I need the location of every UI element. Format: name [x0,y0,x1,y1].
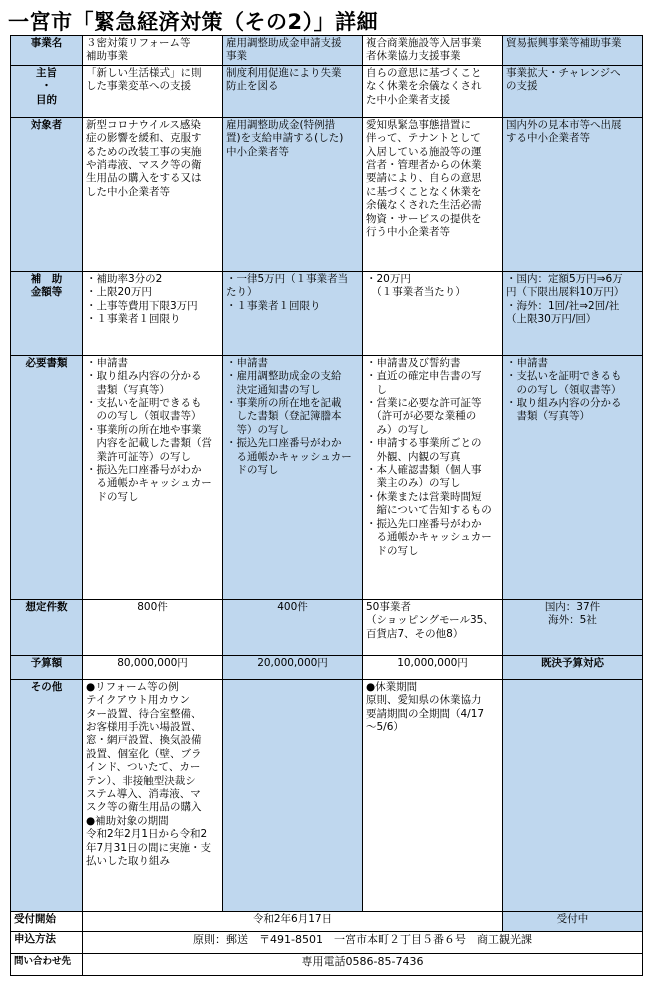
cell-name-3: 複合商業施設等入居事業 者休業協力支援事業 [363,36,503,66]
row-shorui [11,355,643,599]
cell-name-1: ３密対策リフォーム等 補助事業 [83,36,223,66]
header-shushi [11,65,83,117]
cell-uketsuke-4: 受付中 [503,911,643,931]
cell-budget-4: 既決予算対応 [503,655,643,679]
header-moushikomi: 申込方法 [11,931,83,953]
cell-purpose-4: 事業拡大・チャレンジへ の支援 [503,65,643,117]
row-kensu [11,599,643,655]
header-shorui: 必要書類 [11,355,83,599]
cell-other-1: ●リフォーム等の例 テイクアウト用カウン ター設置、待合室整備、 お客様用手洗い場設置、 窓・網戸設置、換気設備 設置、個室化（壁、ブラ インド、ついたて、カー テン）、非接触型決裁シ ステム導入、消毒液、マ スク等の衛生用品の購入 ●補助対象の期間 令和2年2月1日から令和2 年7月31日の間に実施・支 払いした取り組み [83,679,223,911]
cell-budget-2: 20,000,000円 [223,655,363,679]
row-uketsuke [11,911,643,931]
header-hojo-2: 金額等 [30,286,63,299]
header-uketsuke: 受付開始 [11,911,83,931]
cell-target-4: 国内外の見本市等へ出展 する中小企業者等 [503,117,643,271]
cell-other-2 [223,679,363,911]
cell-target-2: 雇用調整助成金(特例措 置)を支給申請する(した) 中小企業者等 [223,117,363,271]
row-hojo [11,271,643,355]
cell-amount-1: ・補助率3分の2 ・上限20万円 ・上事等費用下限3万円 ・１事業者１回限り [83,271,223,355]
cell-target-1: 新型コロナウイルス感染 症の影響を緩和、克服す るための改装工事の実施 や消毒液、マスク等の衛 生用品の購入をする又は した中小企業者等 [83,117,223,271]
header-shushi-2: ・ [41,80,52,93]
cell-name-2: 雇用調整助成金申請支援 事業 [223,36,363,66]
cell-target-3: 愛知県緊急事態措置に 伴って、テナントとして 入居している施設等の運 営者・管理者からの休業 要請により、自らの意思 に基づくことなく休業を 余儀なくされた生活必需 物資・サービスの提供を 行う中小企業者等 [363,117,503,271]
cell-purpose-2: 制度利用促進により失業 防止を図る [223,65,363,117]
cell-toiawase: 専用電話0586-85-7436 [83,953,643,975]
header-hojo-1: 補 助 [30,272,63,285]
cell-name-4: 貿易振興事業等補助事業 [503,36,643,66]
header-toiawase: 問い合わせ先 [11,953,83,975]
cell-budget-1: 80,000,000円 [83,655,223,679]
row-moushikomi [11,931,643,953]
cell-docs-1: ・申請書 ・取り組み内容の分かる 書類（写真等） ・支払いを証明できるも のの写し（領収書等） ・事業所の所在地や事業 内容を記載した書類（営 業許可証等）の写し ・振込先口座番号がわか る通帳かキャッシュカー ドの写し [83,355,223,599]
cell-count-3: 50事業者 （ショッピングモール35、 百貨店7、その他8） [363,599,503,655]
cell-docs-4: ・申請書 ・支払いを証明できるも のの写し（領収書等） ・取り組み内容の分かる 書類（写真等） [503,355,643,599]
cell-budget-3: 10,000,000円 [363,655,503,679]
cell-other-3: ●休業期間 原則、愛知県の休業協力 要請期間の全期間（4/17 ～5/6） [363,679,503,911]
header-taisho: 対象者 [11,117,83,271]
row-toiawase [11,953,643,975]
cell-other-4 [503,679,643,911]
cell-amount-4: ・国内：定額5万円⇒6万 円（下限出展料10万円） ・海外：1回/社⇒2回/社 （上限30万円/回） [503,271,643,355]
row-taisho [11,117,643,271]
header-hojo [11,271,83,355]
header-jigyo: 事業名 [11,36,83,66]
subsidy-detail-table [10,35,643,976]
cell-moushikomi: 原則：郵送 〒491-8501 一宮市本町２丁目５番６号 商工観光課 [83,931,643,953]
cell-count-4: 国内：37件 海外：5社 [503,599,643,655]
cell-purpose-1: 「新しい生活様式」に則 した事業変革への支援 [83,65,223,117]
header-sonota: その他 [11,679,83,911]
cell-purpose-3: 自らの意思に基づくこと なく休業を余儀なくされ た中小企業者支援 [363,65,503,117]
header-shushi-3: 目的 [36,93,57,106]
cell-docs-3: ・申請書及び誓約書 ・直近の確定申告書の写 し ・営業に必要な許可証等 （許可が必要な業種の み）の写し ・申請する事業所ごとの 外観、内観の写真 ・本人確認書類（個人事 業主のみ）の写し ・休業または営業時間短 縮について告知するもの ・振込先口座番号がわか る通帳かキャッシュカー ドの写し [363,355,503,599]
row-sonota [11,679,643,911]
row-yosan [11,655,643,679]
cell-amount-3: ・20万円 （１事業者当たり） [363,271,503,355]
page-title: 一宮市「緊急経済対策（その2）」詳細 [8,10,379,34]
row-shushi [11,65,643,117]
cell-uketsuke-common: 令和2年6月17日 [83,911,503,931]
cell-amount-2: ・一律5万円（１事業者当 たり） ・１事業者１回限り [223,271,363,355]
cell-count-2: 400件 [223,599,363,655]
cell-docs-2: ・申請書 ・雇用調整助成金の支給 決定通知書の写し ・事業所の所在地を記載 した書類（登記簿謄本 等）の写し ・振込先口座番号がわか る通帳かキャッシュカー ドの写し [223,355,363,599]
header-shushi-1: 主旨 [36,66,57,79]
header-yosan: 予算額 [11,655,83,679]
cell-count-1: 800件 [83,599,223,655]
row-jigyo [11,36,643,66]
header-kensu: 想定件数 [11,599,83,655]
